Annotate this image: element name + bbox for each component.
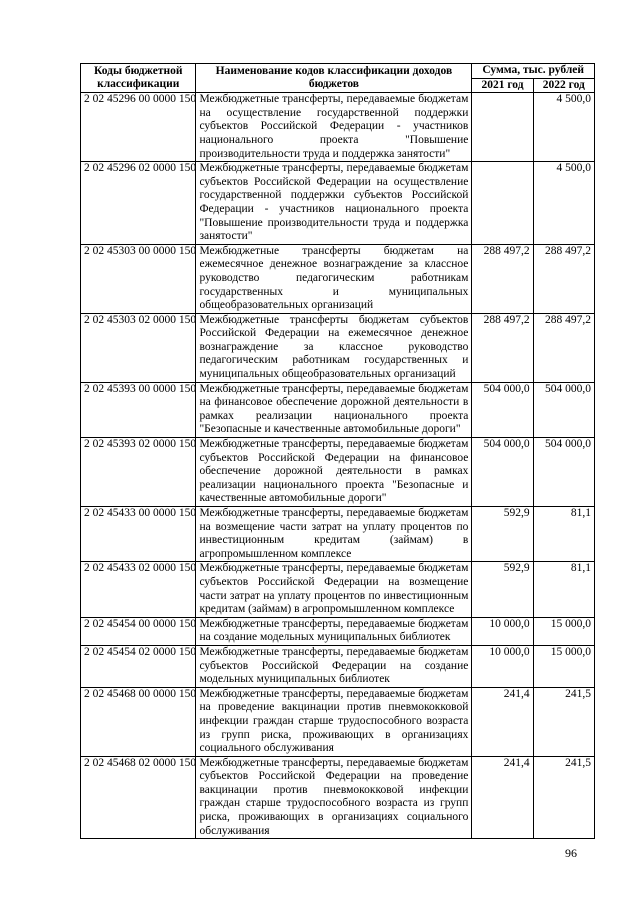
row-sum-2022: 504 000,0 — [533, 382, 594, 437]
row-code: 2 02 45393 00 0000 150 — [81, 382, 196, 437]
row-sum-2022: 15 000,0 — [533, 617, 594, 645]
row-code: 2 02 45433 00 0000 150 — [81, 507, 196, 562]
row-code: 2 02 45454 02 0000 150 — [81, 645, 196, 687]
row-sum-2022: 288 497,2 — [533, 244, 594, 313]
table-row — [81, 507, 595, 562]
row-name: Межбюджетные трансферты, передаваемые бюджетам на осуществление государственной поддержки субъектов Российской Федерации - участников национального проекта "Повышение производительности труда и поддержка занятости" — [196, 93, 472, 162]
table-row — [81, 645, 595, 687]
row-sum-2021: 504 000,0 — [472, 438, 533, 507]
row-code: 2 02 45393 02 0000 150 — [81, 438, 196, 507]
row-sum-2021: 592,9 — [472, 562, 533, 617]
row-sum-2022: 241,5 — [533, 756, 594, 839]
row-sum-2021: 241,4 — [472, 687, 533, 756]
row-code: 2 02 45296 02 0000 150 — [81, 162, 196, 245]
row-sum-2022: 81,1 — [533, 507, 594, 562]
row-sum-2022: 504 000,0 — [533, 438, 594, 507]
table-row — [81, 562, 595, 617]
header-year-2022: 2022 год — [533, 78, 594, 93]
header-name: Наименование кодов классификации доходов бюджетов — [196, 64, 472, 93]
table-row — [81, 162, 595, 245]
row-code: 2 02 45433 02 0000 150 — [81, 562, 196, 617]
row-code: 2 02 45468 00 0000 150 — [81, 687, 196, 756]
row-code: 2 02 45296 00 0000 150 — [81, 93, 196, 162]
row-sum-2022: 81,1 — [533, 562, 594, 617]
row-name: Межбюджетные трансферты, передаваемые бюджетам субъектов Российской Федерации на осуществление государственной поддержки субъектов Российской Федерации - участников национального проекта "Повышение производительности труда и поддержка занятости" — [196, 162, 472, 245]
row-sum-2022: 4 500,0 — [533, 162, 594, 245]
row-sum-2021 — [472, 93, 533, 162]
table-row — [81, 687, 595, 756]
row-sum-2022: 15 000,0 — [533, 645, 594, 687]
row-code: 2 02 45303 00 0000 150 — [81, 244, 196, 313]
row-name: Межбюджетные трансферты, передаваемые бюджетам на финансовое обеспечение дорожной деятельности в рамках реализации национального проекта "Безопасные и качественные автомобильные дороги" — [196, 382, 472, 437]
row-name: Межбюджетные трансферты, передаваемые бюджетам субъектов Российской Федерации на создание модельных муниципальных библиотек — [196, 645, 472, 687]
page-number: 96 — [565, 846, 577, 860]
row-sum-2021: 288 497,2 — [472, 244, 533, 313]
row-sum-2022: 241,5 — [533, 687, 594, 756]
header-code: Коды бюджетной классификации — [81, 64, 196, 93]
table-row — [81, 244, 595, 313]
row-name: Межбюджетные трансферты бюджетам на ежемесячное денежное вознаграждение за классное руководство педагогическим работникам государственных и муниципальных общеобразовательных организаций — [196, 244, 472, 313]
row-sum-2021: 288 497,2 — [472, 313, 533, 382]
row-sum-2021: 504 000,0 — [472, 382, 533, 437]
row-name: Межбюджетные трансферты, передаваемые бюджетам субъектов Российской Федерации на финансовое обеспечение дорожной деятельности в рамках реализации национального проекта "Безопасные и качественные автомобильные дороги" — [196, 438, 472, 507]
row-sum-2022: 288 497,2 — [533, 313, 594, 382]
table-row — [81, 93, 595, 162]
row-name: Межбюджетные трансферты, передаваемые бюджетам субъектов Российской Федерации на возмещение части затрат на уплату процентов по инвестиционным кредитам (займам) в агропромышленном комплексе — [196, 562, 472, 617]
row-name: Межбюджетные трансферты, передаваемые бюджетам субъектов Российской Федерации на проведение вакцинации против пневмококковой инфекции граждан старше трудоспособного возраста из групп риска, проживающих в организациях социального обслуживания — [196, 756, 472, 839]
table-row — [81, 617, 595, 645]
row-name: Межбюджетные трансферты, передаваемые бюджетам на проведение вакцинации против пневмококковой инфекции граждан старше трудоспособного возраста из групп риска, проживающих в организациях социального обслуживания — [196, 687, 472, 756]
row-sum-2021: 10 000,0 — [472, 617, 533, 645]
table-row — [81, 756, 595, 839]
budget-revenue-table — [80, 63, 595, 839]
row-sum-2021: 241,4 — [472, 756, 533, 839]
table-row — [81, 313, 595, 382]
row-sum-2021: 592,9 — [472, 507, 533, 562]
header-year-2021: 2021 год — [472, 78, 533, 93]
table-row — [81, 438, 595, 507]
row-code: 2 02 45454 00 0000 150 — [81, 617, 196, 645]
row-name: Межбюджетные трансферты, передаваемые бюджетам на возмещение части затрат на уплату процентов по инвестиционным кредитам (займам) в агропромышленном комплексе — [196, 507, 472, 562]
header-sum: Сумма, тыс. рублей — [472, 64, 595, 79]
row-sum-2021: 10 000,0 — [472, 645, 533, 687]
row-code: 2 02 45303 02 0000 150 — [81, 313, 196, 382]
row-sum-2021 — [472, 162, 533, 245]
row-name: Межбюджетные трансферты бюджетам субъектов Российской Федерации на ежемесячное денежное вознаграждение за классное руководство педагогическим работникам государственных и муниципальных общеобразовательных организаций — [196, 313, 472, 382]
table-row — [81, 382, 595, 437]
row-code: 2 02 45468 02 0000 150 — [81, 756, 196, 839]
row-sum-2022: 4 500,0 — [533, 93, 594, 162]
row-name: Межбюджетные трансферты, передаваемые бюджетам на создание модельных муниципальных библиотек — [196, 617, 472, 645]
